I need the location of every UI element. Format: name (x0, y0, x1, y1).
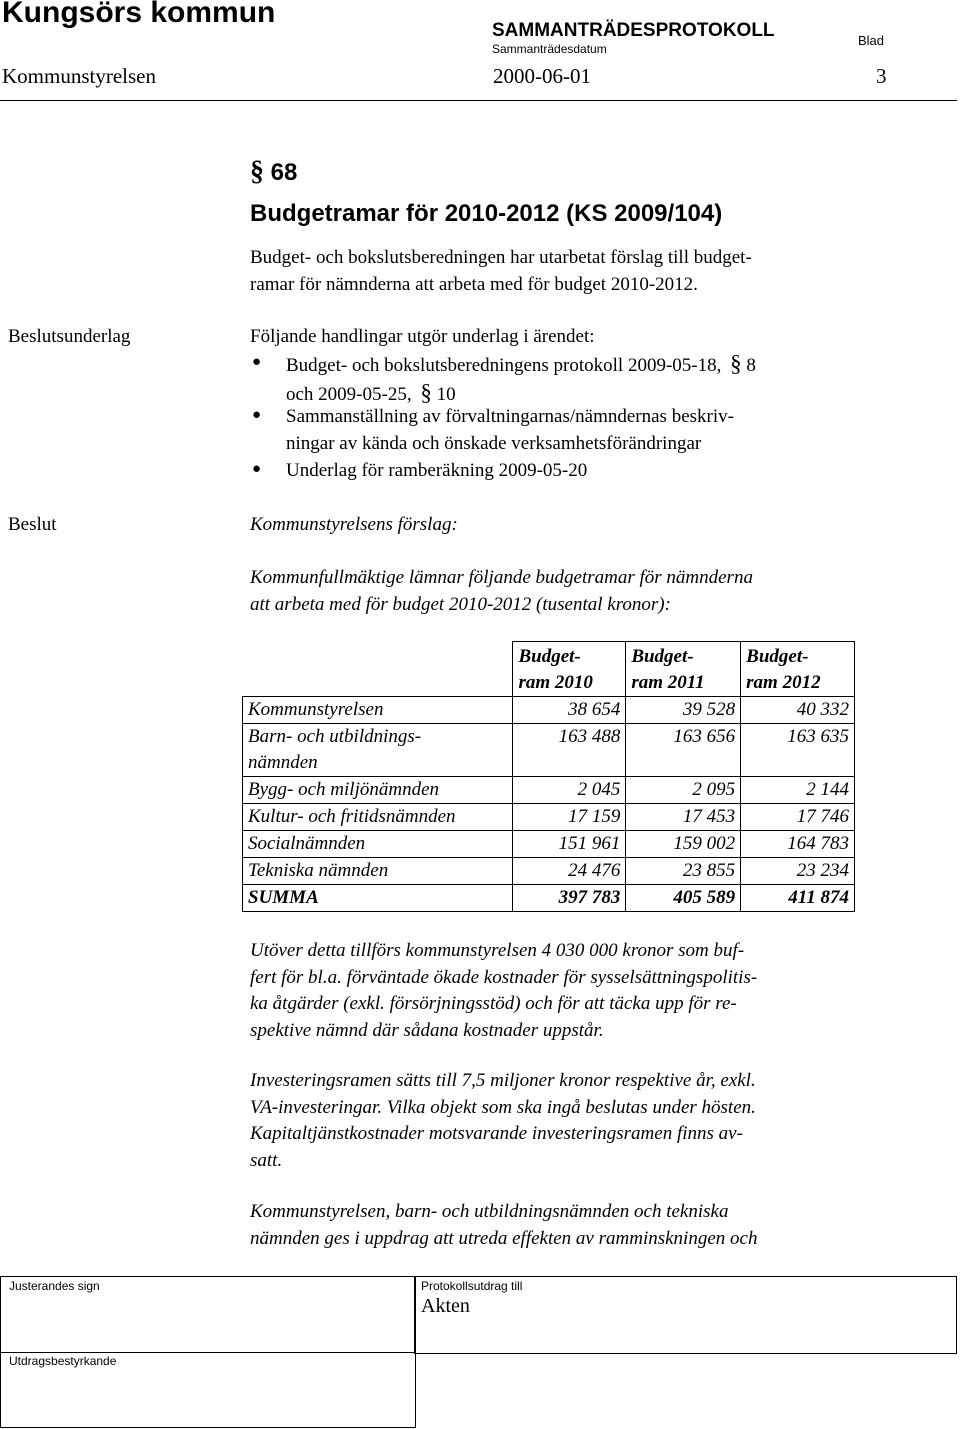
section-title: Budgetramar för 2010-2012 (KS 2009/104) (250, 200, 723, 227)
value-2010: 17 159 (513, 804, 626, 831)
table-row (243, 724, 855, 777)
paragraph-number: 10 (436, 383, 456, 405)
list-item (286, 458, 587, 485)
sum-2011: 405 589 (626, 885, 741, 912)
investment-paragraph: Investeringsramen sätts till 7,5 miljoner kronor respektive år, exkl. VA-investeringar. Vilka objekt som ska ingå beslutas under hösten. Kapitaltjänstkostnader motsvarande investeringsramen finns av- satt. (250, 1070, 756, 1171)
value-2010: 38 654 (513, 697, 626, 724)
protokollsutdrag-label: Protokollsutdrag till (421, 1279, 523, 1293)
bullet-icon: ● (252, 461, 262, 477)
beslutsunderlag-label: Beslutsunderlag (8, 326, 131, 347)
value-2010: 2 045 (513, 777, 626, 804)
section-heading (250, 156, 297, 188)
org-name: Kungsörs kommun (2, 0, 276, 29)
paragraph-symbol: § (420, 379, 432, 405)
list-item (286, 404, 734, 457)
list-item-text: Sammanställning av förvaltningarnas/nämndernas beskriv- (286, 406, 734, 427)
value-2012: 17 746 (741, 804, 855, 831)
assignment-paragraph: Kommunstyrelsen, barn- och utbildningsnämnden och tekniska nämnden ges i uppdrag att utreda effekten av ramminskningen och (250, 1201, 758, 1249)
date-label: Sammanträdesdatum (492, 42, 607, 56)
value-2012: 23 234 (741, 858, 855, 885)
meeting-date: 2000-06-01 (493, 64, 591, 88)
section-intro (250, 245, 752, 298)
proposal-heading: Kommunstyrelsens förslag: (250, 514, 458, 535)
value-2010: 163 488 (513, 724, 626, 777)
page-label: Blad (858, 33, 885, 48)
sum-2010: 397 783 (513, 885, 626, 912)
row-name: Kommunstyrelsen (243, 697, 513, 724)
header-divider (0, 100, 957, 101)
table-row (243, 804, 855, 831)
table-sum-row (243, 885, 855, 912)
value-2012: 2 144 (741, 777, 855, 804)
table-row (243, 777, 855, 804)
value-2010: 151 961 (513, 831, 626, 858)
paragraph-symbol: § (730, 351, 742, 376)
proposal-intro (250, 565, 753, 618)
list-item-text: Budget- och bokslutsberedningens protokoll 2009-05-18, (286, 355, 722, 376)
value-2011: 23 855 (626, 858, 741, 885)
row-name: Socialnämnden (243, 831, 513, 858)
row-name: Kultur- och fritidsnämnden (243, 804, 513, 831)
justerandes-label: Justerandes sign (9, 1279, 100, 1293)
table-row (243, 831, 855, 858)
bullet-icon: ● (252, 407, 262, 423)
sum-2012: 411 874 (741, 885, 855, 912)
table-header-cell: Budget- ram 2010 (513, 642, 626, 697)
sum-label: SUMMA (243, 885, 513, 912)
footer-signature-box (0, 1276, 957, 1428)
page-number: 3 (876, 64, 887, 88)
table-corner-cell (243, 642, 513, 697)
list-item-text: ningar av kända och önskade verksamhetsförändringar (286, 432, 702, 454)
budget-table (242, 641, 855, 912)
value-2011: 163 656 (626, 724, 741, 777)
table-header-row (243, 642, 855, 697)
intro-line: att arbeta med för budget 2010-2012 (tusental kronor): (250, 593, 671, 615)
paragraph-number: 8 (746, 355, 756, 376)
beslutsunderlag-lead: Följande handlingar utgör underlag i ärendet: (250, 326, 595, 347)
list-item-text: Underlag för ramberäkning 2009-05-20 (286, 460, 588, 481)
section-symbol: § (250, 156, 264, 187)
value-2011: 39 528 (626, 697, 741, 724)
bullet-icon: ● (252, 354, 262, 370)
intro-line: ramar för nämnderna att arbeta med för budget 2010-2012. (250, 273, 698, 295)
list-item-text: och 2009-05-25, (286, 383, 412, 405)
value-2011: 159 002 (626, 831, 741, 858)
value-2012: 40 332 (741, 697, 855, 724)
row-name: Barn- och utbildnings- nämnden (243, 724, 513, 777)
board-name: Kommunstyrelsen (2, 64, 156, 88)
doc-type: SAMMANTRÄDESPROTOKOLL (492, 20, 775, 41)
buffer-paragraph: Utöver detta tillförs kommunstyrelsen 4 030 000 kronor som buf- fert för bl.a. förväntade ökade kostnader för sysselsättningspolitis- ka åtgärder (exkl. försörjningsstöd) och för att täcka upp för re- spektive nämnd där sådana kostnader uppstår. (250, 940, 758, 1041)
table-header-cell: Budget- ram 2012 (741, 642, 855, 697)
table-header-cell: Budget- ram 2011 (626, 642, 741, 697)
value-2011: 17 453 (626, 804, 741, 831)
table-row (243, 858, 855, 885)
intro-line: Kommunfullmäktige lämnar följande budgetramar för nämnderna (250, 567, 753, 588)
row-name: Bygg- och miljönämnden (243, 777, 513, 804)
value-2012: 163 635 (741, 724, 855, 777)
value-2010: 24 476 (513, 858, 626, 885)
list-item (286, 351, 756, 408)
value-2011: 2 095 (626, 777, 741, 804)
value-2012: 164 783 (741, 831, 855, 858)
row-name: Tekniska nämnden (243, 858, 513, 885)
table-row (243, 697, 855, 724)
intro-line: Budget- och bokslutsberedningen har utarbetat förslag till budget- (250, 247, 752, 268)
section-number: 68 (270, 159, 298, 186)
utdragsbestyrkande-label: Utdragsbestyrkande (9, 1354, 117, 1368)
beslut-label: Beslut (8, 514, 57, 535)
protokollsutdrag-value: Akten (421, 1295, 470, 1317)
